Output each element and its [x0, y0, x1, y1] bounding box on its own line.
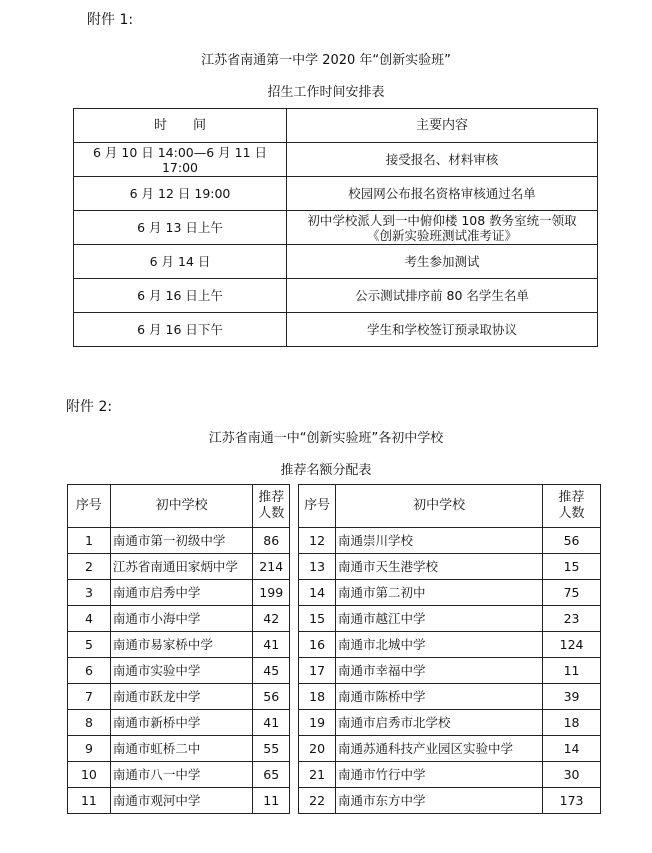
- quota-subtitle: 推荐名额分配表: [280, 463, 372, 478]
- quota-school-cell: 南通市天生港学校: [336, 554, 543, 580]
- quota-count-cell: 30: [543, 762, 601, 788]
- schedule-table: [73, 108, 598, 347]
- quota-no-cell: 7: [68, 684, 111, 710]
- quota-title: 江苏省南通一中“创新实验班”各初中学校: [208, 431, 444, 446]
- quota-row: [68, 736, 601, 762]
- schedule-row: [74, 313, 598, 347]
- schedule-content-line: 《创新实验班测试准考证》: [366, 227, 517, 243]
- quota-row: [68, 788, 601, 814]
- quota-no-cell: 18: [299, 684, 336, 710]
- quota-count-cell: 65: [253, 762, 290, 788]
- quota-school-cell: 南通市东方中学: [336, 788, 543, 814]
- attachment2-label: 附件 2:: [66, 399, 113, 415]
- quota-no-cell: 10: [68, 762, 111, 788]
- quota-school-cell: 南通市实验中学: [110, 658, 252, 684]
- quota-table: [67, 484, 601, 814]
- schedule-content-line: 公示测试排序前 80 名学生名单: [355, 288, 529, 303]
- table-gap: [290, 580, 299, 606]
- table-gap: [290, 485, 299, 528]
- header-school-left: 初中学校: [110, 485, 252, 528]
- schedule-row: [74, 245, 598, 279]
- schedule-time-cell: 6 月 16 日下午: [74, 313, 287, 347]
- quota-school-cell: 南通市小海中学: [110, 606, 252, 632]
- schedule-time-cell: 6 月 13 日上午: [74, 211, 287, 245]
- table-gap: [290, 762, 299, 788]
- quota-no-cell: 13: [299, 554, 336, 580]
- quota-count-cell: 11: [253, 788, 290, 814]
- quota-no-cell: 3: [68, 580, 111, 606]
- table-gap: [290, 528, 299, 554]
- quota-no-cell: 4: [68, 606, 111, 632]
- quota-count-cell: 45: [253, 658, 290, 684]
- schedule-row: [74, 211, 598, 245]
- quota-count-cell: 124: [543, 632, 601, 658]
- schedule-content-line: 考生参加测试: [404, 254, 480, 269]
- schedule-row: [74, 279, 598, 313]
- schedule-time-cell: 6 月 16 日上午: [74, 279, 287, 313]
- quota-count-cell: 41: [253, 632, 290, 658]
- quota-row: [68, 658, 601, 684]
- quota-school-cell: 南通崇川学校: [336, 528, 543, 554]
- quota-count-cell: 11: [543, 658, 601, 684]
- schedule-row: [74, 177, 598, 211]
- table-gap: [290, 684, 299, 710]
- quota-row: [68, 528, 601, 554]
- quota-school-cell: 南通市陈桥中学: [336, 684, 543, 710]
- table-gap: [290, 788, 299, 814]
- table-gap: [290, 710, 299, 736]
- quota-school-cell: 江苏省南通田家炳中学: [110, 554, 252, 580]
- quota-school-cell: 南通市新桥中学: [110, 710, 252, 736]
- quota-count-cell: 75: [543, 580, 601, 606]
- quota-no-cell: 21: [299, 762, 336, 788]
- schedule-content-cell: [287, 211, 598, 245]
- quota-row: [68, 632, 601, 658]
- quota-row: [68, 554, 601, 580]
- schedule-time-cell: 6 月 12 日 19:00: [74, 177, 287, 211]
- table-gap: [290, 606, 299, 632]
- quota-row: [68, 580, 601, 606]
- quota-school-cell: 南通市启秀市北学校: [336, 710, 543, 736]
- quota-no-cell: 11: [68, 788, 111, 814]
- table-gap: [290, 658, 299, 684]
- schedule-subtitle: 招生工作时间安排表: [267, 85, 385, 100]
- quota-count-cell: 173: [543, 788, 601, 814]
- quota-count-cell: 41: [253, 710, 290, 736]
- quota-school-cell: 南通市易家桥中学: [110, 632, 252, 658]
- schedule-title: 江苏省南通第一中学 2020 年“创新实验班”: [201, 53, 451, 68]
- quota-row: [68, 710, 601, 736]
- quota-count-cell: 199: [253, 580, 290, 606]
- schedule-content-line: 初中学校派人到一中俯仰楼 108 教务室统一领取: [307, 212, 577, 228]
- quota-school-cell: 南通市虹桥二中: [110, 736, 252, 762]
- quota-school-cell: 南通市启秀中学: [110, 580, 252, 606]
- quota-no-cell: 17: [299, 658, 336, 684]
- header-school-right: 初中学校: [336, 485, 543, 528]
- quota-no-cell: 2: [68, 554, 111, 580]
- quota-no-cell: 12: [299, 528, 336, 554]
- schedule-content-cell: [287, 245, 598, 279]
- quota-no-cell: 1: [68, 528, 111, 554]
- header-count-right: 推荐 人数: [543, 485, 601, 528]
- quota-no-cell: 6: [68, 658, 111, 684]
- header-count-left: 推荐 人数: [253, 485, 290, 528]
- table-gap: [290, 632, 299, 658]
- schedule-content-line: 接受报名、材料审核: [385, 152, 499, 167]
- quota-header-row: [68, 485, 601, 528]
- quota-count-cell: 214: [253, 554, 290, 580]
- quota-school-cell: 南通市观河中学: [110, 788, 252, 814]
- quota-no-cell: 19: [299, 710, 336, 736]
- schedule-content-cell: [287, 143, 598, 177]
- quota-no-cell: 20: [299, 736, 336, 762]
- quota-school-cell: 南通市越江中学: [336, 606, 543, 632]
- quota-school-cell: 南通苏通科技产业园区实验中学: [336, 736, 543, 762]
- quota-row: [68, 684, 601, 710]
- header-time: 时 间: [74, 109, 287, 143]
- quota-school-cell: 南通市跃龙中学: [110, 684, 252, 710]
- header-content: 主要内容: [287, 109, 598, 143]
- quota-count-cell: 42: [253, 606, 290, 632]
- attachment1-label: 附件 1:: [87, 12, 134, 28]
- header-no-right: 序号: [299, 485, 336, 528]
- quota-no-cell: 22: [299, 788, 336, 814]
- quota-count-cell: 86: [253, 528, 290, 554]
- schedule-content-cell: [287, 313, 598, 347]
- quota-count-cell: 56: [543, 528, 601, 554]
- schedule-header-row: [74, 109, 598, 143]
- quota-no-cell: 15: [299, 606, 336, 632]
- quota-count-cell: 15: [543, 554, 601, 580]
- quota-school-cell: 南通市北城中学: [336, 632, 543, 658]
- quota-count-cell: 55: [253, 736, 290, 762]
- quota-school-cell: 南通市第二初中: [336, 580, 543, 606]
- quota-school-cell: 南通市竹行中学: [336, 762, 543, 788]
- quota-school-cell: 南通市八一中学: [110, 762, 252, 788]
- quota-school-cell: 南通市第一初级中学: [110, 528, 252, 554]
- quota-count-cell: 39: [543, 684, 601, 710]
- quota-count-cell: 14: [543, 736, 601, 762]
- quota-school-cell: 南通市幸福中学: [336, 658, 543, 684]
- header-no-left: 序号: [68, 485, 111, 528]
- quota-no-cell: 14: [299, 580, 336, 606]
- quota-row: [68, 606, 601, 632]
- quota-no-cell: 8: [68, 710, 111, 736]
- quota-count-cell: 18: [543, 710, 601, 736]
- quota-row: [68, 762, 601, 788]
- quota-no-cell: 5: [68, 632, 111, 658]
- schedule-content-line: 校园网公布报名资格审核通过名单: [348, 186, 536, 201]
- schedule-content-cell: [287, 279, 598, 313]
- quota-no-cell: 16: [299, 632, 336, 658]
- quota-no-cell: 9: [68, 736, 111, 762]
- schedule-content-cell: [287, 177, 598, 211]
- schedule-content-line: 学生和学校签订预录取协议: [366, 322, 517, 337]
- schedule-time-cell: 6 月 14 日: [74, 245, 287, 279]
- quota-count-cell: 23: [543, 606, 601, 632]
- schedule-row: [74, 143, 598, 177]
- table-gap: [290, 554, 299, 580]
- table-gap: [290, 736, 299, 762]
- schedule-time-cell: 6 月 10 日 14:00—6 月 11 日 17:00: [74, 143, 287, 177]
- quota-count-cell: 56: [253, 684, 290, 710]
